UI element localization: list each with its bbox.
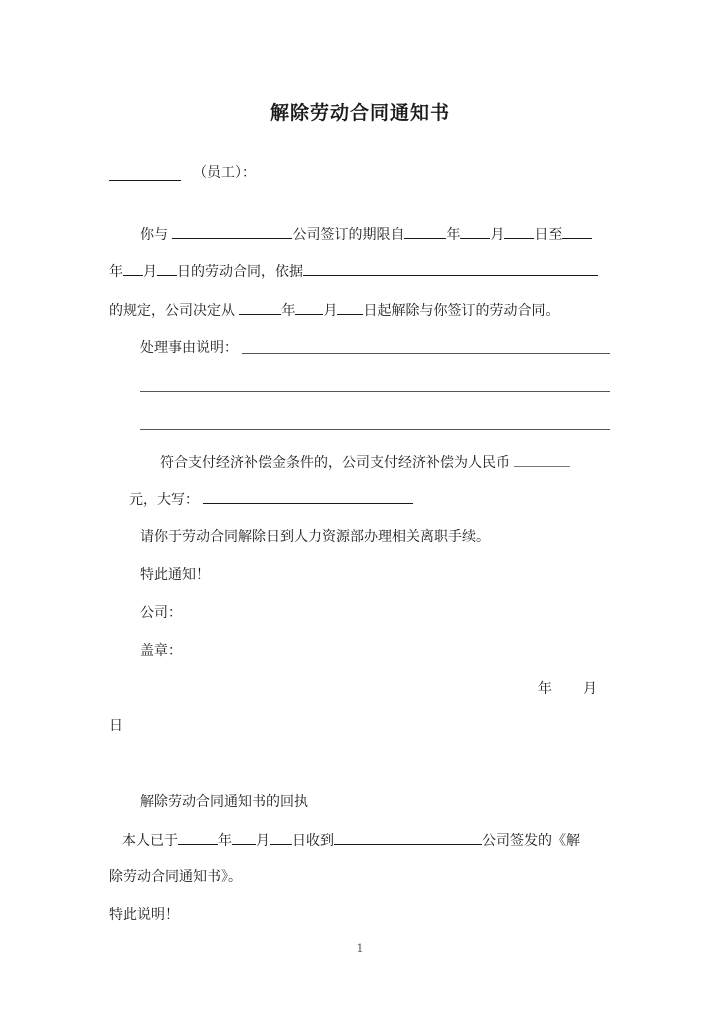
reason-label: 处理事由说明： — [140, 340, 238, 356]
end-year-blank-part — [562, 224, 592, 239]
notice-end: 特此通知！ — [140, 567, 210, 583]
end-month-blank — [123, 261, 143, 276]
compensation-capital-label: 元，大写： — [129, 492, 199, 508]
start-year-label: 年 — [446, 227, 461, 243]
company-name-blank — [172, 224, 292, 239]
compensation-amount-blank — [514, 452, 570, 467]
receipt-line2: 除劳动合同通知书》。 — [109, 869, 242, 885]
receipt-end: 特此说明！ — [109, 907, 179, 923]
reason-line-1 — [242, 353, 610, 354]
end-year-label: 年 — [109, 264, 123, 280]
start-day-to-label: 日至 — [534, 227, 563, 243]
receipt-month-label: 月 — [256, 833, 270, 849]
receipt-day-blank — [270, 830, 292, 845]
start-month-blank — [460, 224, 490, 239]
para1-contract-term: 公司签订的期限自 — [292, 227, 405, 243]
compensation-text: 符合支付经济补偿金条件的，公司支付经济补偿为人民币 — [160, 455, 510, 471]
termination-year-label: 年 — [281, 303, 296, 319]
receipt-month-blank — [232, 830, 256, 845]
start-year-blank — [404, 224, 446, 239]
receipt-issued-by: 公司签发的《解 — [482, 833, 580, 849]
receipt-received-on: 本人已于 — [122, 833, 178, 849]
company-label: 公司： — [140, 605, 182, 621]
reason-line-3 — [140, 429, 610, 430]
start-day-blank — [504, 224, 534, 239]
compensation-capital-blank — [203, 489, 413, 504]
document-title: 解除劳动合同通知书 — [269, 102, 450, 124]
reason-line-2 — [140, 391, 610, 392]
para1-basis: 日的劳动合同，依据 — [177, 264, 303, 280]
page-number: 1 — [356, 942, 364, 955]
termination-month-label: 月 — [323, 303, 338, 319]
receipt-received: 日收到 — [292, 833, 334, 849]
date-year-label: 年 — [538, 681, 552, 697]
end-month-label: 月 — [143, 264, 157, 280]
start-month-label: 月 — [490, 227, 505, 243]
employee-name-blank — [109, 166, 181, 181]
receipt-company-blank — [334, 830, 482, 845]
termination-month-blank — [295, 300, 323, 315]
employee-label: （员工）： — [193, 165, 256, 181]
para1-line1 — [140, 224, 592, 245]
para1-line3 — [109, 300, 559, 321]
end-day-blank — [157, 261, 177, 276]
receipt-title: 解除劳动合同通知书的回执 — [140, 794, 308, 810]
receipt-year-blank — [178, 830, 218, 845]
termination-year-blank — [239, 300, 281, 315]
para1-decision: 的规定，公司决定从 — [109, 303, 235, 319]
para1-termination: 日起解除与你签订的劳动合同。 — [363, 303, 560, 319]
date-month-label: 月 — [583, 681, 597, 697]
termination-day-blank — [337, 300, 363, 315]
procedure-text: 请你于劳动合同解除日到人力资源部办理相关离职手续。 — [140, 529, 490, 545]
receipt-line1 — [122, 830, 580, 851]
basis-blank — [303, 261, 598, 276]
para1-line2 — [109, 261, 598, 282]
compensation-line2 — [129, 489, 413, 510]
seal-label: 盖章： — [140, 643, 182, 659]
date-day-label: 日 — [109, 718, 123, 734]
compensation-line1 — [160, 452, 570, 473]
receipt-year-label: 年 — [218, 833, 232, 849]
para1-you-and: 你与 — [140, 227, 168, 243]
